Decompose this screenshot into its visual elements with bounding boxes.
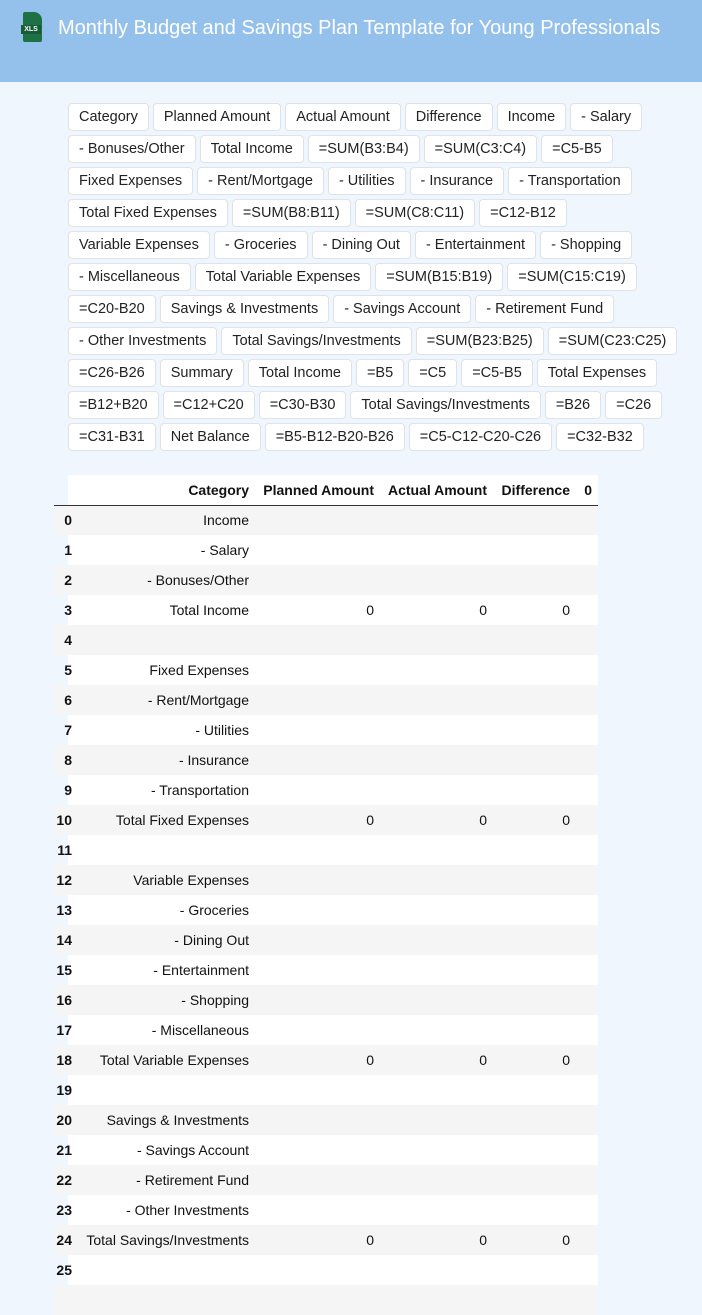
cell-chip[interactable]: - Utilities [328,167,406,195]
table-cell: - Transportation [150,782,249,798]
table-row [54,895,598,925]
table-row [54,1045,598,1075]
table-cell [576,805,598,835]
row-index: 7 [64,722,72,738]
table-cell [380,505,493,535]
row-index: 8 [54,745,74,775]
table-cell [74,1285,255,1315]
table-cell [74,835,255,865]
table-cell [576,535,598,565]
table-row [54,685,598,715]
cell-chip[interactable]: Total Fixed Expenses [68,199,228,227]
cell-chip[interactable]: Fixed Expenses [68,167,193,195]
row-index: 0 [54,505,74,535]
table-row [54,565,598,595]
table-cell [493,745,576,775]
cell-chip[interactable]: =C5-C12-C20-C26 [409,423,552,451]
row-index: 19 [56,1082,72,1098]
table-cell [576,925,598,955]
cell-chip[interactable]: - Retirement Fund [475,295,614,323]
cell-chip[interactable]: Total Income [200,135,304,163]
table-cell [380,1015,493,1045]
data-table [54,475,598,1315]
table-cell [576,1075,598,1105]
table-cell [255,1255,380,1285]
table-cell: - Miscellaneous [151,1022,249,1038]
cell-chip[interactable]: =C5-B5 [461,359,533,387]
table-row [54,985,598,1015]
column-header: Category [74,475,255,505]
cell-chip[interactable]: =SUM(B8:B11) [232,199,351,227]
table-cell [255,535,380,565]
table-cell [576,985,598,1015]
cell-chip[interactable]: - Bonuses/Other [68,135,196,163]
table-cell [493,955,576,985]
page-title: Monthly Budget and Savings Plan Template for Young Professionals [58,17,661,39]
cell-chip[interactable]: Net Balance [160,423,261,451]
table-cell [493,895,576,925]
table-cell [255,1105,380,1135]
cell-chip[interactable]: - Salary [570,103,642,131]
cell-chip[interactable]: Total Variable Expenses [195,263,372,291]
table-cell [380,655,493,685]
table-cell [576,715,598,745]
table-cell [493,835,576,865]
table-cell [576,655,598,685]
row-index: 9 [64,782,72,798]
table-cell [576,895,598,925]
table-cell [255,955,380,985]
table-row [54,1255,598,1285]
table-cell [255,835,380,865]
table-cell [380,1165,493,1195]
table-row [54,715,598,745]
row-index: 24 [54,1225,74,1255]
cell-chip[interactable]: =C26-B26 [68,359,156,387]
table-cell [493,985,576,1015]
cell-chip[interactable]: =SUM(B23:B25) [416,327,544,355]
table-cell [493,865,576,895]
table-cell [493,775,576,805]
table-cell [493,925,576,955]
cell-chip[interactable]: Planned Amount [153,103,281,131]
table-row [54,955,598,985]
cell-chip[interactable]: =C5 [408,359,457,387]
row-index: 11 [57,842,72,858]
table-cell [576,1105,598,1135]
table-cell [576,595,598,625]
cell-chip[interactable]: =SUM(C3:C4) [424,135,537,163]
row-index: 13 [56,902,72,918]
cell-chip[interactable]: - Miscellaneous [68,263,191,291]
table-cell [493,1075,576,1105]
table-cell: 0 [380,1045,493,1075]
cell-chip[interactable]: - Shopping [540,231,632,259]
table-cell [576,1165,598,1195]
table-cell: 0 [493,805,576,835]
row-index: 10 [54,805,74,835]
table-cell [255,775,380,805]
column-header: Difference [493,475,576,505]
table-cell: 0 [255,805,380,835]
row-index: 5 [64,662,72,678]
table-row [54,865,598,895]
table-cell: - Utilities [195,722,249,738]
table-row [54,925,598,955]
cell-chip[interactable]: Total Savings/Investments [221,327,411,355]
table-cell [493,685,576,715]
table-row [54,595,598,625]
cell-chip[interactable]: =C12-B12 [479,199,567,227]
table-cell [255,1165,380,1195]
table-cell: 0 [380,1225,493,1255]
table-cell: Total Variable Expenses [74,1045,255,1075]
cell-chip[interactable]: =B12+B20 [68,391,159,419]
cell-chip[interactable]: Total Savings/Investments [350,391,540,419]
cell-chip[interactable]: =C30-B30 [259,391,347,419]
table-cell: - Other Investments [126,1202,249,1218]
cell-chip[interactable]: Total Income [248,359,352,387]
table-cell: - Groceries [179,902,249,918]
column-header [54,475,74,505]
table-cell [255,1015,380,1045]
table-cell [493,1255,576,1285]
table-row [54,1105,598,1135]
row-index: 6 [54,685,74,715]
table-cell [255,565,380,595]
cell-chip[interactable]: =C32-B32 [556,423,644,451]
table-cell [576,1285,598,1315]
cell-chip[interactable]: =B5-B12-B20-B26 [265,423,405,451]
table-cell: Income [74,505,255,535]
table-cell: 0 [493,1045,576,1075]
table-cell: - Insurance [74,745,255,775]
cell-chip[interactable]: - Other Investments [68,327,217,355]
table-row [54,775,598,805]
table-row [54,835,598,865]
cell-chip[interactable]: Income [497,103,567,131]
row-index: 25 [56,1262,72,1278]
row-index: 4 [54,625,74,655]
table-row [54,1075,598,1105]
table-cell: Fixed Expenses [149,662,249,678]
cell-chip-list [68,103,690,451]
cell-chip[interactable]: - Savings Account [333,295,471,323]
table-cell [255,1195,380,1225]
table-cell [576,625,598,655]
table-cell [74,1075,255,1105]
row-index: 20 [54,1105,74,1135]
row-index: 12 [54,865,74,895]
table-header-row [54,475,598,505]
table-cell [255,925,380,955]
table-cell [576,1195,598,1225]
table-cell [576,1135,598,1165]
table-cell [74,625,255,655]
table-cell [380,835,493,865]
table-cell [380,1105,493,1135]
table-row [54,535,598,565]
table-cell [493,1165,576,1195]
cell-chip[interactable]: - Groceries [214,231,308,259]
xls-file-icon: XLS [21,12,42,40]
table-row [54,1015,598,1045]
cell-chip[interactable]: - Entertainment [415,231,536,259]
table-cell: Total Fixed Expenses [74,805,255,835]
cell-chip[interactable]: Total Expenses [537,359,657,387]
table-cell [493,655,576,685]
cell-chip[interactable]: - Transportation [508,167,632,195]
table-cell: - Bonuses/Other [74,565,255,595]
cell-chip[interactable]: =C26 [605,391,662,419]
table-cell [255,625,380,655]
cell-chip[interactable]: - Dining Out [312,231,411,259]
table-cell: Total Income [169,602,249,618]
table-row [54,505,598,535]
table-cell [255,1075,380,1105]
table-cell [380,775,493,805]
table-row [54,1195,598,1225]
column-header: 0 [576,475,598,505]
table-cell [380,745,493,775]
row-index: 17 [56,1022,72,1038]
table-cell [255,745,380,775]
data-table-container [56,475,598,1292]
table-cell: - Dining Out [74,925,255,955]
page-header [0,0,702,82]
table-cell: 0 [255,1225,380,1255]
cell-chip[interactable]: =C31-B31 [68,423,156,451]
row-index: 18 [54,1045,74,1075]
table-cell: Variable Expenses [74,865,255,895]
row-index: 16 [54,985,74,1015]
table-cell: - Retirement Fund [74,1165,255,1195]
table-cell [255,1135,380,1165]
table-row [54,1165,598,1195]
table-cell [576,745,598,775]
table-cell [576,955,598,985]
table-cell [493,1105,576,1135]
table-cell [255,1285,380,1315]
table-row [54,745,598,775]
cell-chip[interactable]: =SUM(C23:C25) [548,327,678,355]
table-cell [380,1285,493,1315]
table-cell [380,685,493,715]
table-cell [380,1255,493,1285]
table-cell: 0 [562,602,570,618]
table-cell [380,715,493,745]
cell-chip[interactable]: Summary [160,359,244,387]
cell-chip[interactable]: - Insurance [410,167,505,195]
table-cell [255,685,380,715]
table-row [54,625,598,655]
table-cell [380,955,493,985]
table-cell [493,1135,576,1165]
table-cell [493,1285,576,1315]
table-cell: 0 [479,602,487,618]
cell-chip[interactable]: Difference [405,103,493,131]
table-cell [493,625,576,655]
row-index: 14 [54,925,74,955]
table-cell [380,1075,493,1105]
cell-chip[interactable]: Savings & Investments [160,295,330,323]
table-cell [576,1255,598,1285]
cell-chip[interactable]: =C5-B5 [541,135,613,163]
table-cell [74,1255,255,1285]
table-cell [493,535,576,565]
table-cell [54,1285,74,1315]
table-cell [493,1015,576,1045]
column-header: Actual Amount [380,475,493,505]
table-cell [380,895,493,925]
cell-chip[interactable]: =B26 [545,391,601,419]
cell-chip[interactable]: =B5 [356,359,404,387]
cell-chip[interactable]: =C12+C20 [163,391,255,419]
table-cell [576,1015,598,1045]
table-cell: 0 [493,1225,576,1255]
row-index: 15 [56,962,72,978]
table-cell: Savings & Investments [74,1105,255,1135]
table-row [54,1135,598,1165]
cell-chip[interactable]: - Rent/Mortgage [197,167,324,195]
row-index: 23 [56,1202,72,1218]
row-index: 2 [54,565,74,595]
table-cell [576,1045,598,1075]
row-index: 21 [56,1142,72,1158]
table-cell [576,775,598,805]
table-cell [576,685,598,715]
table-cell [380,625,493,655]
table-cell [576,505,598,535]
cell-chip[interactable]: Category [68,103,149,131]
cell-chip[interactable]: =SUM(C8:C11) [355,199,475,227]
cell-chip[interactable]: Actual Amount [285,103,401,131]
table-cell [576,1225,598,1255]
table-cell [380,1135,493,1165]
table-cell [255,985,380,1015]
row-index: 3 [64,602,72,618]
table-cell: - Shopping [74,985,255,1015]
table-cell: - Savings Account [136,1142,249,1158]
table-cell [380,925,493,955]
table-cell [576,865,598,895]
table-cell [255,865,380,895]
table-cell [380,985,493,1015]
table-cell [255,715,380,745]
cell-chip[interactable]: Variable Expenses [68,231,210,259]
cell-chip[interactable]: =C20-B20 [68,295,156,323]
table-cell [380,865,493,895]
table-cell: - Entertainment [153,962,249,978]
table-cell [493,715,576,745]
table-cell: - Salary [200,542,249,558]
table-cell: Total Savings/Investments [74,1225,255,1255]
table-cell: - Rent/Mortgage [74,685,255,715]
row-index: 22 [54,1165,74,1195]
table-cell [380,565,493,595]
table-row [54,655,598,685]
table-cell [493,565,576,595]
table-row [54,1225,598,1255]
table-cell: 0 [366,602,374,618]
table-cell [255,505,380,535]
table-cell [380,1195,493,1225]
cell-chip[interactable]: =SUM(B3:B4) [308,135,420,163]
table-cell [255,895,380,925]
table-row [54,805,598,835]
table-cell: 0 [255,1045,380,1075]
table-cell [493,1195,576,1225]
row-index: 1 [64,542,72,558]
table-cell [576,835,598,865]
table-cell [493,505,576,535]
column-header: Planned Amount [255,475,380,505]
table-row [54,1285,598,1315]
cell-chip[interactable]: =SUM(B15:B19) [375,263,503,291]
table-cell [576,565,598,595]
cell-chip[interactable]: =SUM(C15:C19) [507,263,637,291]
table-cell: 0 [380,805,493,835]
table-cell [255,655,380,685]
table-cell [380,535,493,565]
